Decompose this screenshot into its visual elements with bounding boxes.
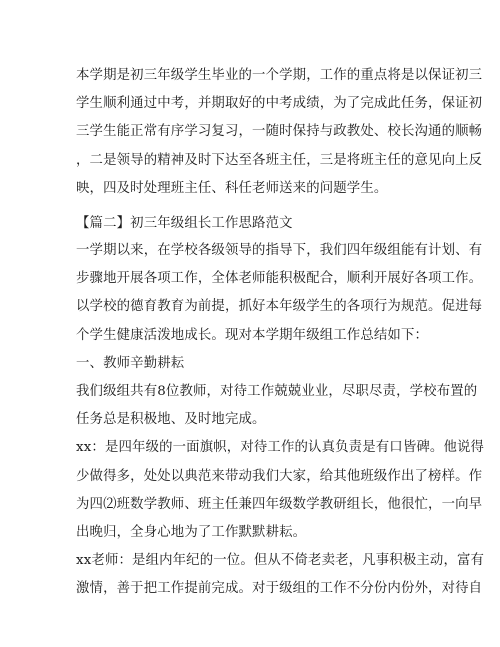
text-line: 本学期是初三年级学生毕业的一个学期，工作的重点将是以保证初三	[76, 68, 483, 83]
text-line: xx：是四年级的一面旗帜，对待工作的认真负责是有口皆碑。他说得	[76, 440, 485, 456]
text-line: 我们级组共有8位教师，对待工作兢兢业业，尽职尽责，学校布置的	[76, 384, 478, 400]
text-line: 激情，善于把工作提前完成。对于级组的工作不分份内份外，对待自	[76, 581, 483, 597]
text-line: 个学生健康活泼地成长。现对本学期年级组工作总结如下：	[76, 327, 429, 343]
text-line: 少做得多，处处以典范来带动我们大家，给其他班级作出了榜样。作	[76, 468, 483, 484]
text-line: 步骤地开展各项工作，全体老师能积极配合，顺利开展好各项工作。	[76, 271, 483, 287]
text-line: 三学生能正常有序学习复习，一随时保持与政教处、校长沟通的顺畅	[76, 124, 483, 140]
section-title	[76, 210, 426, 238]
subheading: 一、教师辛勤耕耘	[76, 355, 185, 371]
text-line: 一学期以来，在学校各级领导的指导下，我们四年级组能有计划、有	[76, 243, 483, 258]
section-title-text: 【篇二】初三年级组长工作思路范文	[76, 216, 293, 231]
text-line: ，二是领导的精神及时下达至各班主任，三是将班主任的意见向上反	[76, 152, 483, 168]
intro-paragraph	[76, 62, 483, 203]
text-line: 任务总是积极地、及时地完成。	[76, 412, 266, 428]
text-line: 出晚归，全身心地为了工作默默耕耘。	[76, 525, 307, 541]
text-line: 映，四及时处理班主任、科任老师送来的问题学生。	[76, 180, 388, 196]
body-paragraph	[76, 237, 485, 604]
text-line: 为四⑵班数学教师、班主任兼四年级数学教研组长，他很忙，一向早	[76, 496, 483, 512]
text-line: xx老师：是组内年纪的一位。但从不倚老卖老，凡事积极主动，富有	[76, 553, 485, 569]
text-line: 学生顺利通过中考，并期取好的中考成绩，为了完成此任务，保证初	[76, 96, 483, 112]
text-line: 以学校的德育教育为前提，抓好本年级学生的各项行为规范。促进每	[76, 299, 483, 315]
